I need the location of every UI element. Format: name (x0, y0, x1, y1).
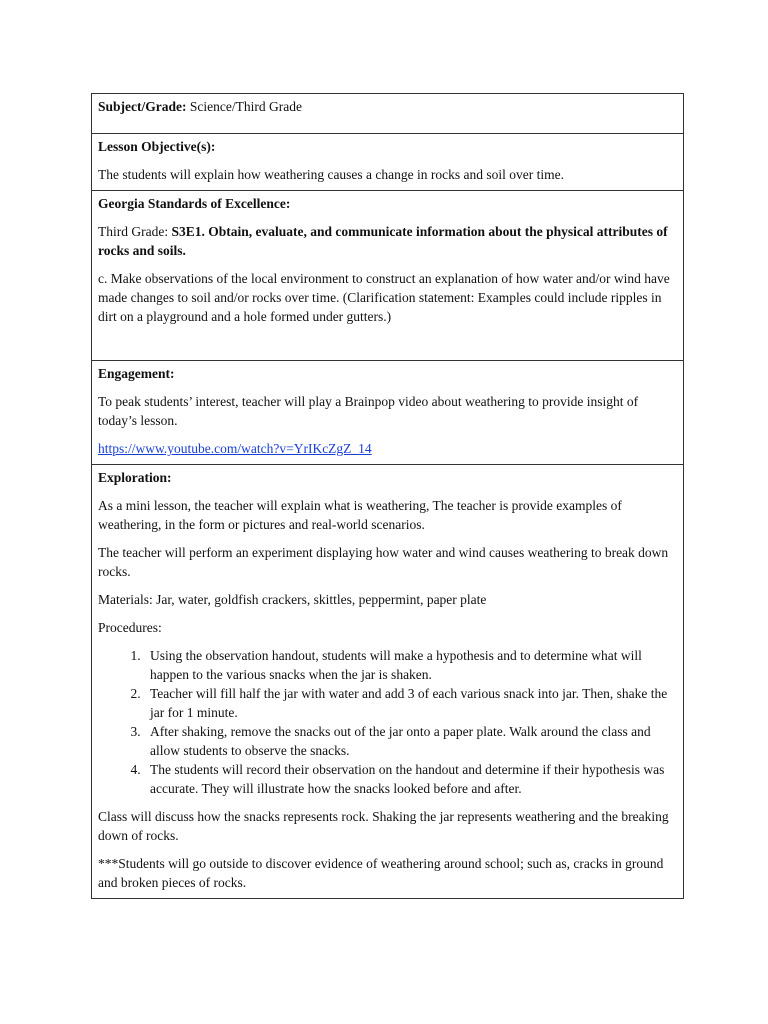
engagement-text: To peak students’ interest, teacher will play a Brainpop video about weathering to provide insight of today’s lesson. (98, 394, 639, 428)
standard-element-text: c. Make observations of the local environment to construct an explanation of how water and/or wind have made changes to soil and/or rocks over time. (Clarification statement: Examples could include ripples in dirt on a playground and a hole formed under gutters.) (98, 271, 670, 324)
exploration-experiment: The teacher will perform an experiment displaying how water and wind causes weathering to break down rocks. (98, 545, 669, 579)
engagement-cell (92, 361, 684, 465)
exploration-intro: As a mini lesson, the teacher will explain what is weathering, The teacher is provide examples of weathering, in the form or pictures and real-world scenarios. (98, 498, 622, 532)
objective-text: The students will explain how weathering causes a change in rocks and soil over time. (98, 167, 564, 182)
exploration-outside: ***Students will go outside to discover evidence of weathering around school; such as, cracks in ground and broken pieces of rocks. (98, 856, 664, 890)
procedures-label: Procedures: (98, 620, 162, 635)
procedure-step: 2. Teacher will fill half the jar with water and add 3 of each various snack into jar. Then, shake the jar for 1 minute. (144, 684, 677, 722)
procedure-step: 4. The students will record their observation on the handout and determine if their hypothesis was accurate. They will illustrate how the snacks looked before and after. (144, 760, 677, 798)
objective-row (92, 134, 684, 191)
exploration-discussion: Class will discuss how the snacks represents rock. Shaking the jar represents weathering and the breaking down of rocks. (98, 809, 669, 843)
lesson-plan-table (91, 93, 684, 899)
subject-value: Science/Third Grade (189, 99, 302, 114)
exploration-cell (92, 465, 684, 899)
video-link[interactable]: https://www.youtube.com/watch?v=YrIKcZgZ_14 (98, 441, 372, 456)
procedures-list (98, 646, 677, 798)
subject-row (92, 94, 684, 134)
engagement-link-paragraph (98, 439, 677, 458)
standard-grade-prefix: Third Grade: (98, 224, 172, 239)
subject-label: Subject/Grade: (98, 99, 187, 114)
objective-cell (92, 134, 684, 191)
standards-heading: Georgia Standards of Excellence: (98, 196, 291, 211)
standard-statement (98, 222, 677, 260)
procedure-step: 3. After shaking, remove the snacks out of the jar onto a paper plate. Walk around the class and allow students to observe the snacks. (144, 722, 677, 760)
exploration-materials: Materials: Jar, water, goldfish crackers, skittles, peppermint, paper plate (98, 592, 487, 607)
objective-heading: Lesson Objective(s): (98, 139, 216, 154)
engagement-heading: Engagement: (98, 366, 175, 381)
exploration-heading: Exploration: (98, 470, 172, 485)
procedure-step: 1. Using the observation handout, students will make a hypothesis and to determine what will happen to the various snacks when the jar is shaken. (144, 646, 677, 684)
standards-cell (92, 191, 684, 361)
standards-row (92, 191, 684, 361)
exploration-row (92, 465, 684, 899)
standard-code-text: S3E1. Obtain, evaluate, and communicate information about the physical attributes of rocks and soils. (98, 224, 668, 258)
engagement-row (92, 361, 684, 465)
subject-cell (92, 94, 684, 134)
